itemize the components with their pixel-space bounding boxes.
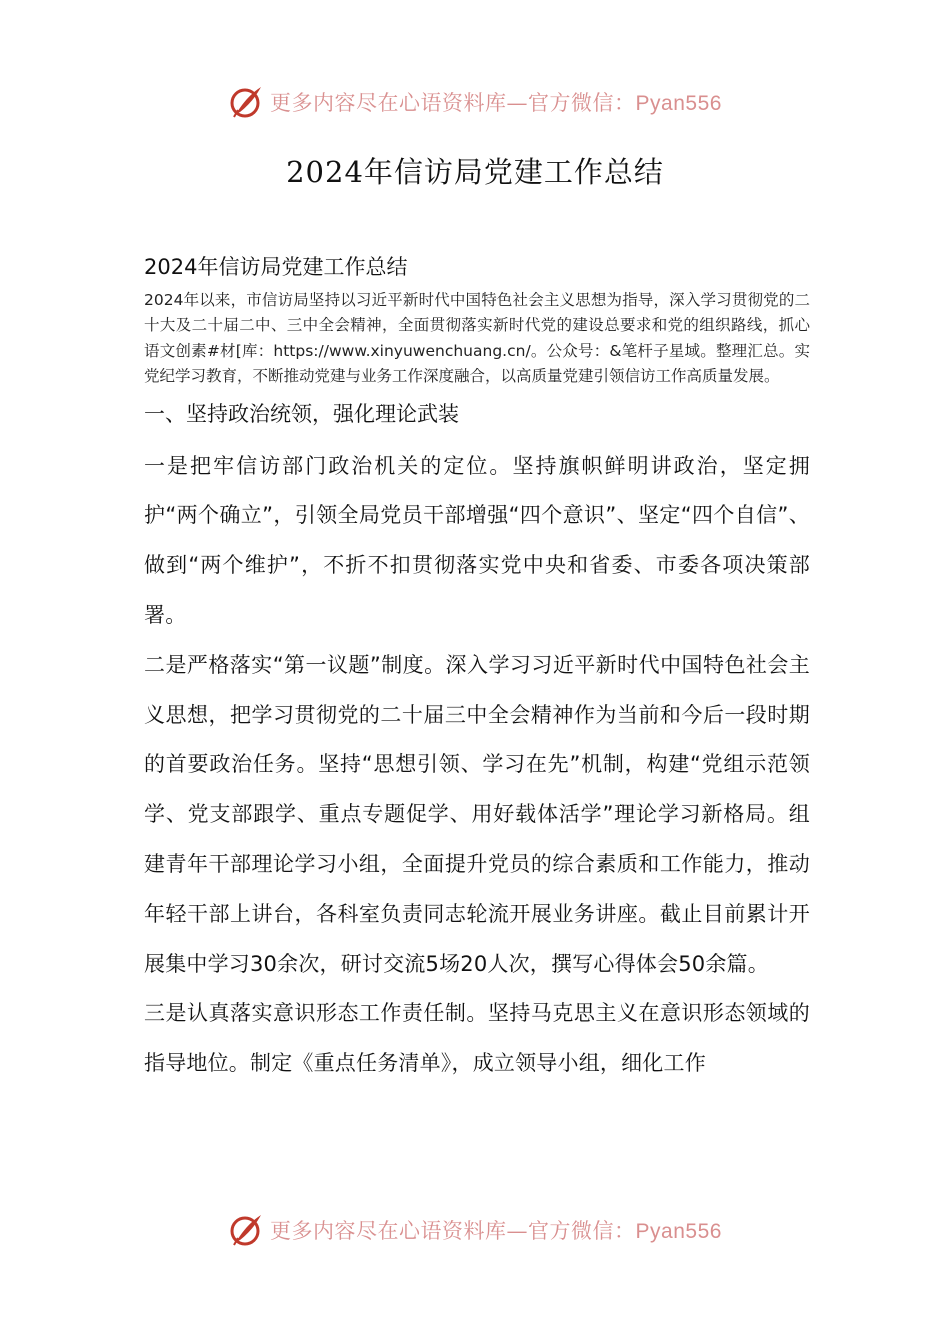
watermark-text: 更多内容尽在心语资料库—官方微信：Pyan556 <box>270 91 722 115</box>
paragraph-1: 一是把牢信访部门政治机关的定位。坚持旗帜鲜明讲政治，坚定拥护“两个确立”，引领全局党员干部增强“四个意识”、坚定“四个自信”、做到“两个维护”，不折不扣贯彻落实党中央和省委、市委各项决策部署。 <box>144 453 810 628</box>
section-heading-1: 一、坚持政治统领，强化理论武装 <box>144 401 459 426</box>
document-title: 2024年信访局党建工作总结 <box>286 155 664 189</box>
quill-logo-icon <box>228 1212 264 1248</box>
paragraph-2: 二是严格落实“第一议题”制度。深入学习习近平新时代中国特色社会主义思想，把学习贯彻党的二十届三中全会精神作为当前和今后一段时期的首要政治任务。坚持“思想引领、学习在先”机制，构建“党组示范领学、党支部跟学、重点专题促学、用好载体活学”理论学习新格局。组建青年干部理论学习小组，全面提升党员的综合素质和工作能力，推动年轻干部上讲台，各科室负责同志轮流开展业务讲座。截止目前累计开展集中学习30余次，研讨交流5场20人次，撰写心得体会50余篇。 <box>144 652 810 976</box>
watermark-text: 更多内容尽在心语资料库—官方微信：Pyan556 <box>270 1219 722 1243</box>
document-body <box>144 250 810 1089</box>
wechat-id: Pyan556 <box>635 1220 722 1243</box>
paragraph-3: 三是认真落实意识形态工作责任制。坚持马克思主义在意识形态领域的指导地位。制定《重点任务清单》，成立领导小组，细化工作 <box>144 1001 810 1076</box>
watermark-banner-bottom <box>0 1210 950 1250</box>
watermark-banner-top <box>0 82 950 122</box>
quill-logo-icon <box>228 84 264 120</box>
document-subtitle: 2024年信访局党建工作总结 <box>144 255 408 279</box>
intro-paragraph: 2024年以来，市信访局坚持以习近平新时代中国特色社会主义思想为指导，深入学习贯彻党的二十大及二十届二中、三中全会精神，全面贯彻落实新时代党的建设总要求和党的组织路线，抓心语文创素#材[库：https://www.xinyuwenchuang.cn/。公众号：&笔杆子星域。整理汇总。实党纪学习教育，不断推动党建与业务工作深度融合，以高质量党建引领信访工作高质量发展。 <box>144 291 810 386</box>
wechat-id: Pyan556 <box>635 92 722 115</box>
